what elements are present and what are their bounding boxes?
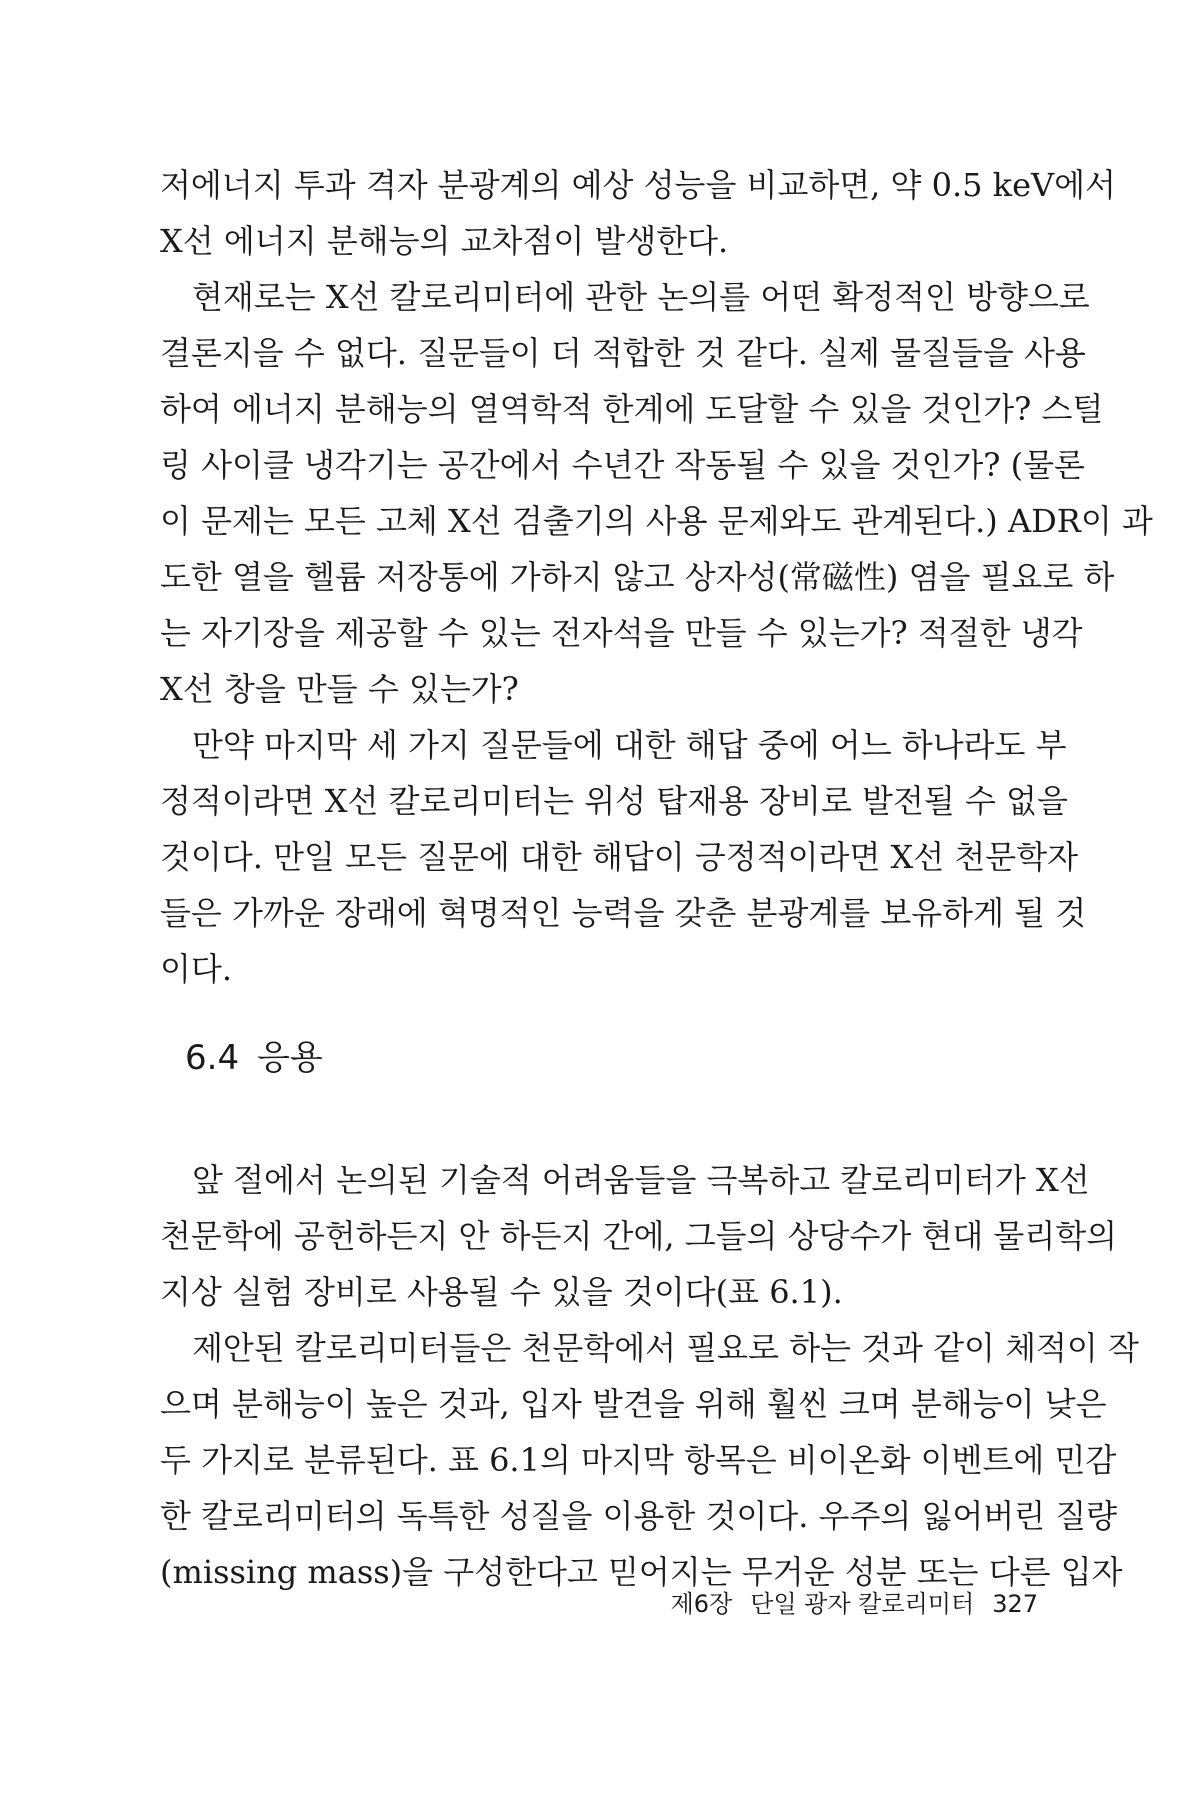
text-line: 으며 분해능이 높은 것과, 입자 발견을 위해 훨씬 크며 분해능이 낮은 bbox=[160, 1385, 1107, 1423]
footer-chapter: 제6장 bbox=[670, 1590, 733, 1618]
page-number: 327 bbox=[992, 1590, 1038, 1618]
section-heading bbox=[185, 1030, 323, 1086]
text-line: 는 자기장을 제공할 수 있는 전자석을 만들 수 있는가? 적절한 냉각 bbox=[160, 614, 1083, 652]
text-line: 들은 가까운 장래에 혁명적인 능력을 갖춘 분광계를 보유하게 될 것 bbox=[160, 894, 1087, 932]
text-line: 저에너지 투과 격자 분광계의 예상 성능을 비교하면, 약 0.5 keV에서 bbox=[160, 166, 1116, 204]
footer-chapter-title: 단일 광자 칼로리미터 bbox=[750, 1590, 975, 1618]
text-line: 지상 실험 장비로 사용될 수 있을 것이다(표 6.1). bbox=[160, 1273, 843, 1311]
section-number: 6.4 bbox=[185, 1038, 240, 1078]
section-title: 응용 bbox=[257, 1038, 323, 1078]
text-line: 이 문제는 모든 고체 X선 검출기의 사용 문제와도 관계된다.) ADR이 과 bbox=[160, 502, 1153, 540]
paragraph-start-line: 현재로는 X선 칼로리미터에 관한 논의를 어떤 확정적인 방향으로 bbox=[192, 278, 1090, 316]
text-line: 것이다. 만일 모든 질문에 대한 해답이 긍정적이라면 X선 천문학자 bbox=[160, 838, 1079, 876]
text-line: 도한 열을 헬륨 저장통에 가하지 않고 상자성(常磁性) 염을 필요로 하 bbox=[160, 558, 1115, 596]
text-line: (missing mass)을 구성한다고 믿어지는 무거운 성분 또는 다른 입자 bbox=[160, 1553, 1123, 1591]
text-line: X선 에너지 분해능의 교차점이 발생한다. bbox=[160, 222, 729, 260]
text-line: 두 가지로 분류된다. 표 6.1의 마지막 항목은 비이온화 이벤트에 민감 bbox=[160, 1441, 1117, 1479]
text-line: 하여 에너지 분해능의 열역학적 한계에 도달할 수 있을 것인가? 스털 bbox=[160, 390, 1104, 428]
text-line: 이다. bbox=[160, 950, 232, 988]
text-line: 결론지을 수 없다. 질문들이 더 적합한 것 같다. 실제 물질들을 사용 bbox=[160, 334, 1086, 372]
page-footer bbox=[620, 1584, 1038, 1624]
text-line: 한 칼로리미터의 독특한 성질을 이용한 것이다. 우주의 잃어버린 질량 bbox=[160, 1497, 1118, 1535]
paragraph-start-line: 앞 절에서 논의된 기술적 어려움들을 극복하고 칼로리미터가 X선 bbox=[192, 1161, 1090, 1199]
text-line: X선 창을 만들 수 있는가? bbox=[160, 670, 519, 708]
text-line: 천문학에 공헌하든지 안 하든지 간에, 그들의 상당수가 현대 물리학의 bbox=[160, 1217, 1118, 1255]
paragraph-start-line: 제안된 칼로리미터들은 천문학에서 필요로 하는 것과 같이 체적이 작 bbox=[192, 1329, 1139, 1367]
text-line: 링 사이클 냉각기는 공간에서 수년간 작동될 수 있을 것인가? (물론 bbox=[160, 446, 1085, 484]
text-line: 정적이라면 X선 칼로리미터는 위성 탑재용 장비로 발전될 수 없을 bbox=[160, 782, 1068, 820]
paragraph-start-line: 만약 마지막 세 가지 질문들에 대한 해답 중에 어느 하나라도 부 bbox=[192, 726, 1067, 764]
